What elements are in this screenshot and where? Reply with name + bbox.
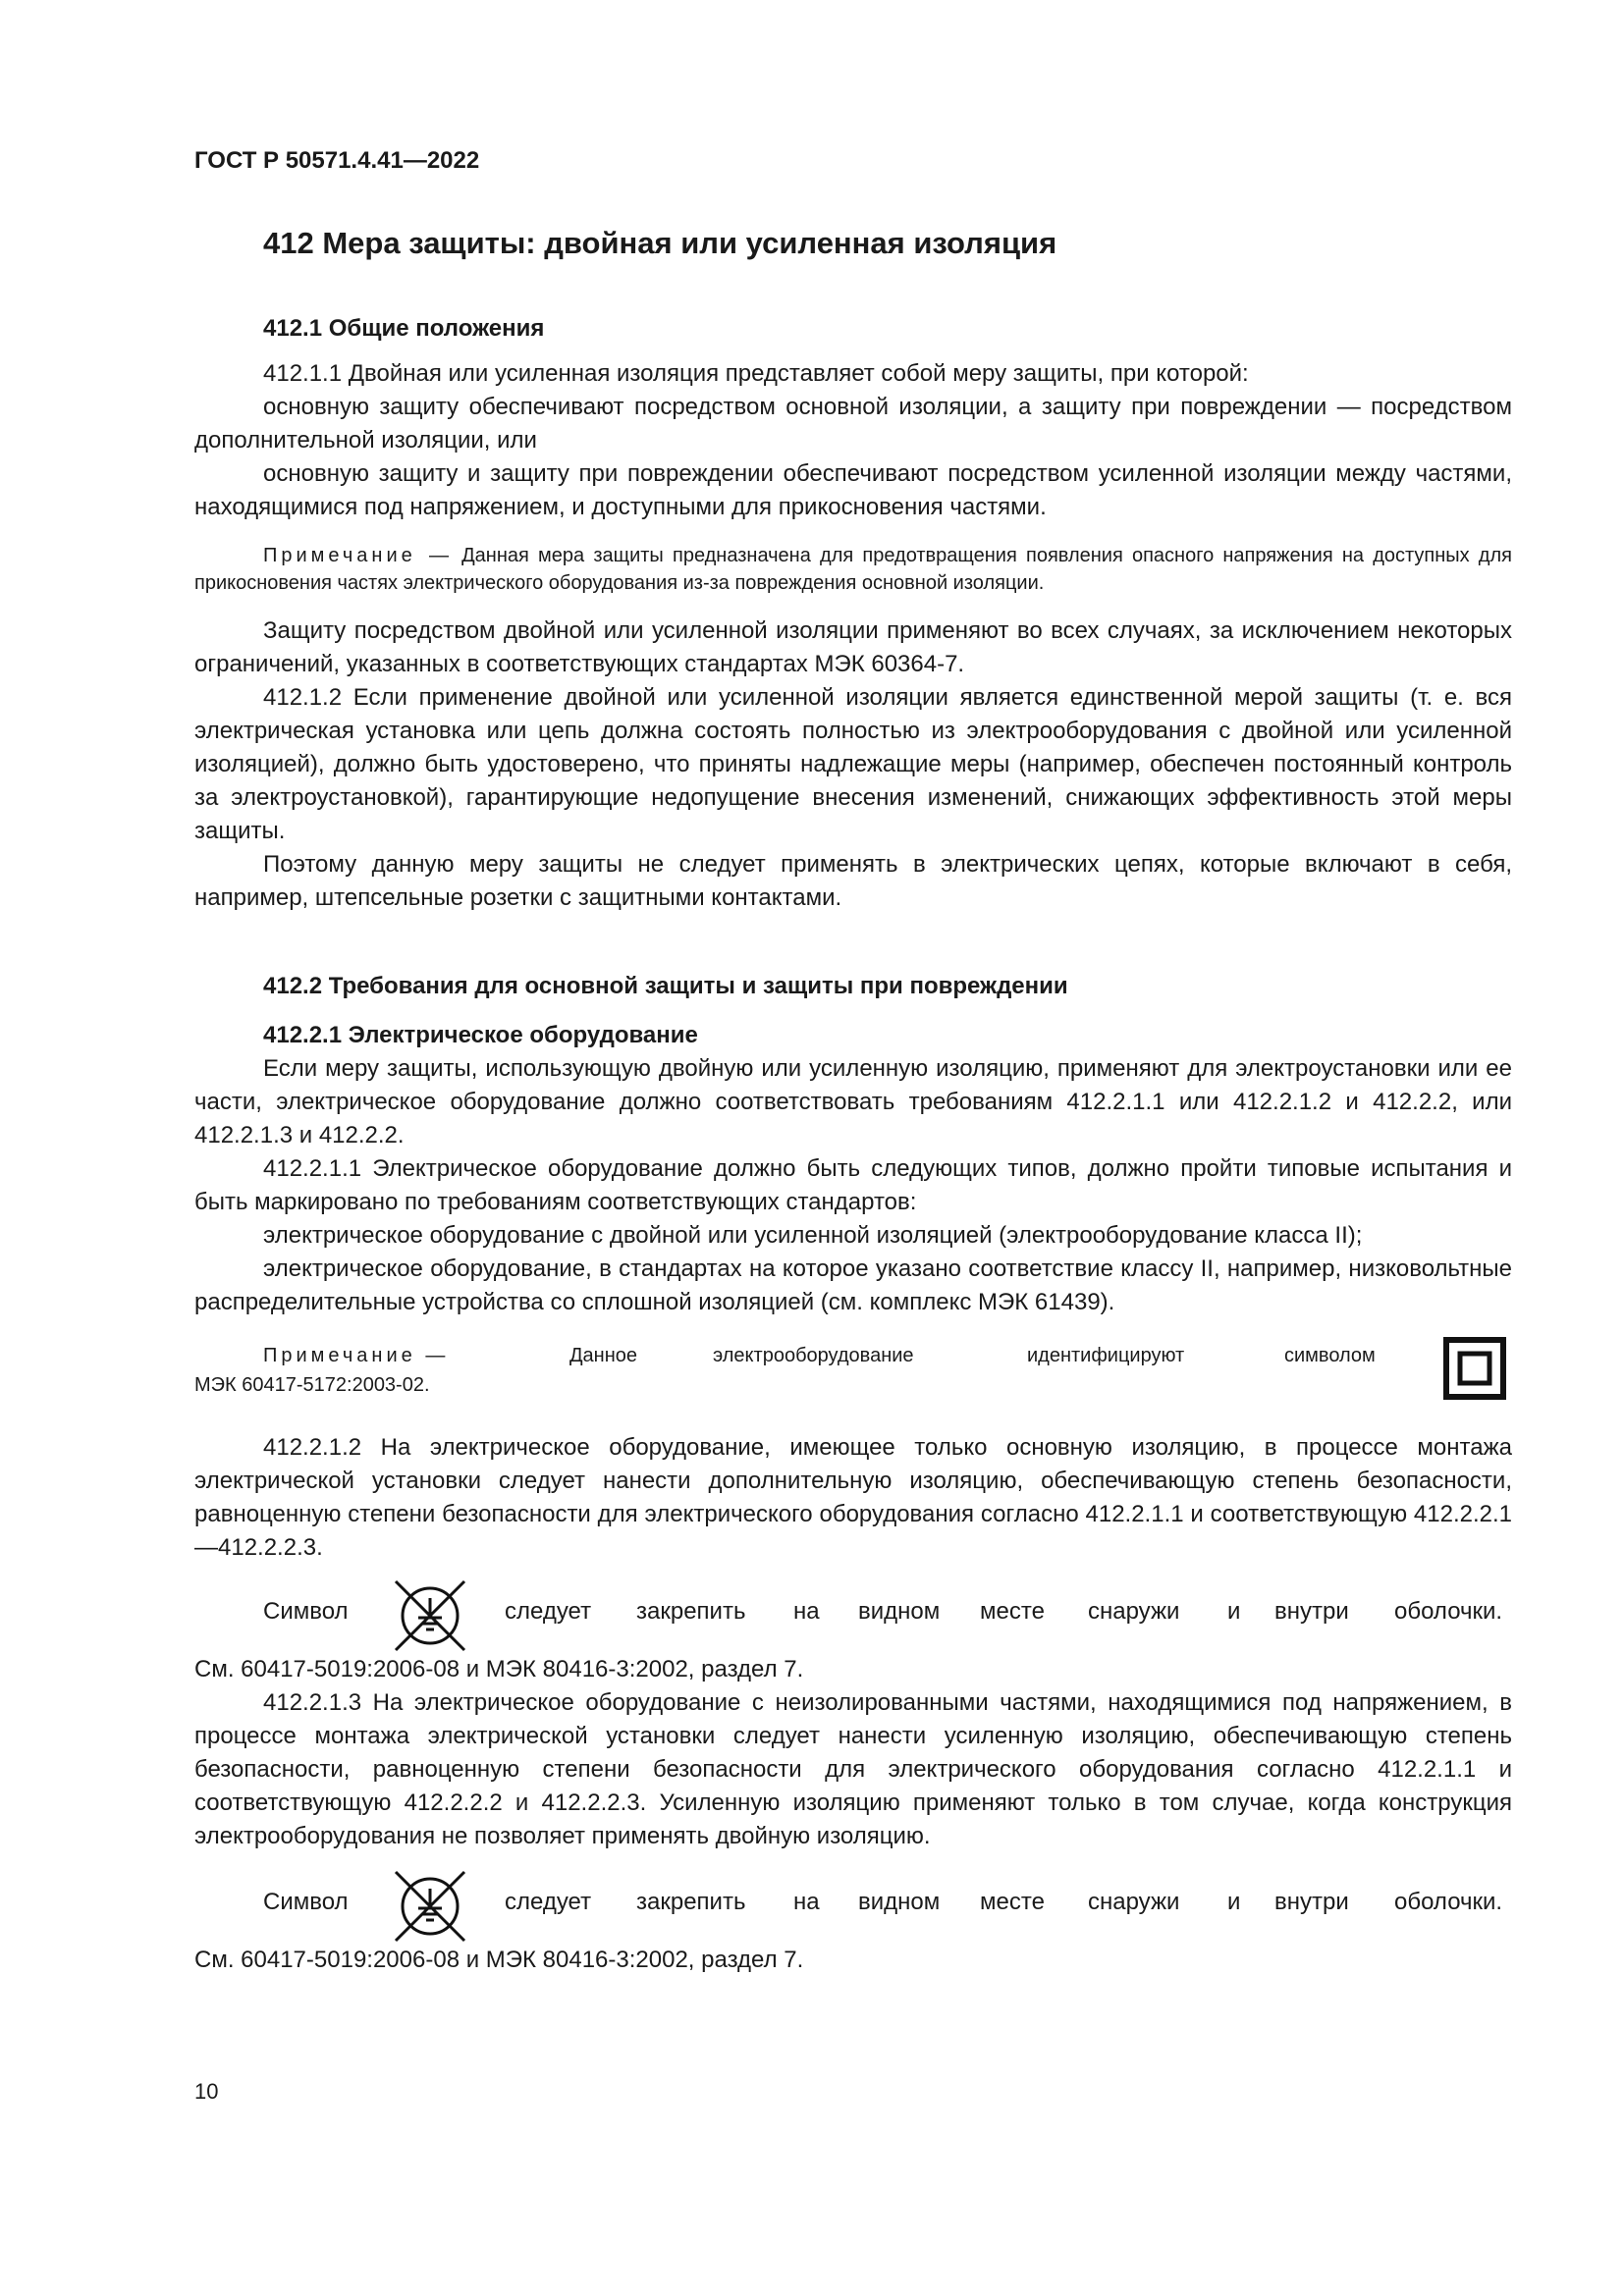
paragraph: основную защиту и защиту при повреждении обеспечивают посредством усиленной изоляции между частями, находящимися под напряжением, и доступными для прикосновения частями.: [194, 460, 1512, 520]
subsection-412-1: [194, 312, 1512, 915]
paragraph: 412.1.2 Если применение двойной или усиленной изоляции является единственной мерой защиты (т. е. вся электрическая установка или цепь должна состоять полностью из электрооборудования с двойной или усиленной изоляцией), должно быть удостоверено, что приняты надлежащие меры (например, обеспечен постоянный контроль за электроустановкой), гарантирующие недопущение внесения изменений, снижающих эффективность этой меры защиты.: [194, 684, 1512, 844]
class-ii-double-square-icon: [1443, 1337, 1506, 1400]
word: оболочки.: [1394, 1889, 1503, 1915]
note: [194, 542, 1512, 597]
note-class-ii: [194, 1337, 1512, 1412]
word: месте: [980, 1598, 1045, 1625]
word: внутри: [1274, 1889, 1349, 1915]
note-line: МЭК 60417-5172:2003-02.: [194, 1374, 430, 1396]
word: видном: [858, 1598, 941, 1625]
heading-412-2-1: 412.2.1 Электрическое оборудование: [263, 1022, 698, 1048]
word: следует: [505, 1889, 592, 1915]
symbol-sentence-2: [194, 1867, 1512, 1944]
subsection-412-2: [194, 970, 1512, 1977]
paragraph: Поэтому данную меру защиты не следует применять в электрических цепях, которые включают в себя, например, штепсельные розетки с защитными контактами.: [194, 851, 1512, 911]
word: месте: [980, 1889, 1045, 1915]
word: закрепить: [636, 1889, 746, 1915]
word: оболочки.: [1394, 1598, 1503, 1625]
word: и: [1227, 1889, 1241, 1915]
word: Символ: [263, 1889, 349, 1915]
no-protective-earth-icon: [391, 1576, 469, 1655]
paragraph: Защиту посредством двойной или усиленной изоляции применяют во всех случаях, за исключением некоторых ограничений, указанных в соответствующих стандартах МЭК 60364-7.: [194, 617, 1512, 677]
word: и: [1227, 1598, 1241, 1625]
paragraph: 412.2.1.1 Электрическое оборудование должно быть следующих типов, должно пройти типовые испытания и быть маркировано по требованиям соответствующих стандартов:: [194, 1155, 1512, 1215]
note-label: Примечание —: [263, 1345, 450, 1366]
word: снаружи: [1088, 1889, 1180, 1915]
heading-412-2: 412.2 Требования для основной защиты и защиты при повреждении: [263, 973, 1068, 999]
symbol-sentence-1: [194, 1576, 1512, 1653]
paragraph: Если меру защиты, использующую двойную или усиленную изоляцию, применяют для электроустановки или ее части, электрическое оборудование должно соответствовать требованиям 412.2.1.1 или 412.2.1.2 и 412.2.2, или 412.2.1.3 и 412.2.2.: [194, 1055, 1512, 1148]
no-protective-earth-icon: [391, 1867, 469, 1946]
note-word: идентифицируют: [1027, 1345, 1185, 1366]
note-label: Примечание —: [263, 545, 453, 566]
paragraph: электрическое оборудование с двойной или усиленной изоляцией (электрооборудование класса II);: [263, 1222, 1363, 1249]
word: Символ: [263, 1598, 349, 1625]
paragraph: электрическое оборудование, в стандартах на которое указано соответствие классу II, например, низковольтные распределительные устройства со сплошной изоляцией (см. комплекс МЭК 61439).: [194, 1255, 1512, 1315]
word: закрепить: [636, 1598, 746, 1625]
word: снаружи: [1088, 1598, 1180, 1625]
section-title: 412 Мера защиты: двойная или усиленная изоляция: [263, 226, 1057, 260]
note-text: Данная мера защиты предназначена для предотвращения появления опасного напряжения на доступных для прикосновения частях электрического оборудования из-за повреждения основной изоляции.: [194, 545, 1512, 594]
symbol-reference: См. 60417-5019:2006-08 и МЭК 80416-3:2002, раздел 7.: [194, 1947, 804, 1973]
word: на: [793, 1598, 820, 1625]
paragraph: 412.1.1 Двойная или усиленная изоляция представляет собой меру защиты, при которой:: [263, 360, 1249, 387]
note-word: Данное: [569, 1345, 638, 1366]
paragraph: основную защиту обеспечивают посредством основной изоляции, а защиту при повреждении — посредством дополнительной изоляции, или: [194, 394, 1512, 454]
note-word: символом: [1284, 1345, 1376, 1366]
paragraph: 412.2.1.2 На электрическое оборудование, имеющее только основную изоляцию, в процессе монтажа электрической установки следует нанести дополнительную изоляцию, обеспечивающую степень безопасности, равноценную степени безопасности для электрического оборудования согласно 412.2.1.1 и соответствующую 412.2.2.1—412.2.2.3.: [194, 1434, 1512, 1561]
word: на: [793, 1889, 820, 1915]
page-number: 10: [194, 2079, 219, 2104]
word: видном: [858, 1889, 941, 1915]
paragraph: 412.2.1.3 На электрическое оборудование с неизолированными частями, находящимися под напряжением, в процессе монтажа электрической установки следует нанести усиленную изоляцию, обеспечивающую степень безопасности, равноценную степени безопасности для электрического оборудования согласно 412.2.1.1 и соответствующую 412.2.2.2 и 412.2.2.3. Усиленную изоляцию применяют только в том случае, когда конструкция электрооборудования не позволяет применять двойную изоляцию.: [194, 1689, 1512, 1849]
heading-412-1: 412.1 Общие положения: [263, 315, 545, 342]
word: внутри: [1274, 1598, 1349, 1625]
word: следует: [505, 1598, 592, 1625]
note-word: электрооборудование: [713, 1345, 914, 1366]
standard-header: ГОСТ Р 50571.4.41—2022: [194, 147, 480, 174]
symbol-reference: См. 60417-5019:2006-08 и МЭК 80416-3:2002, раздел 7.: [194, 1656, 804, 1682]
